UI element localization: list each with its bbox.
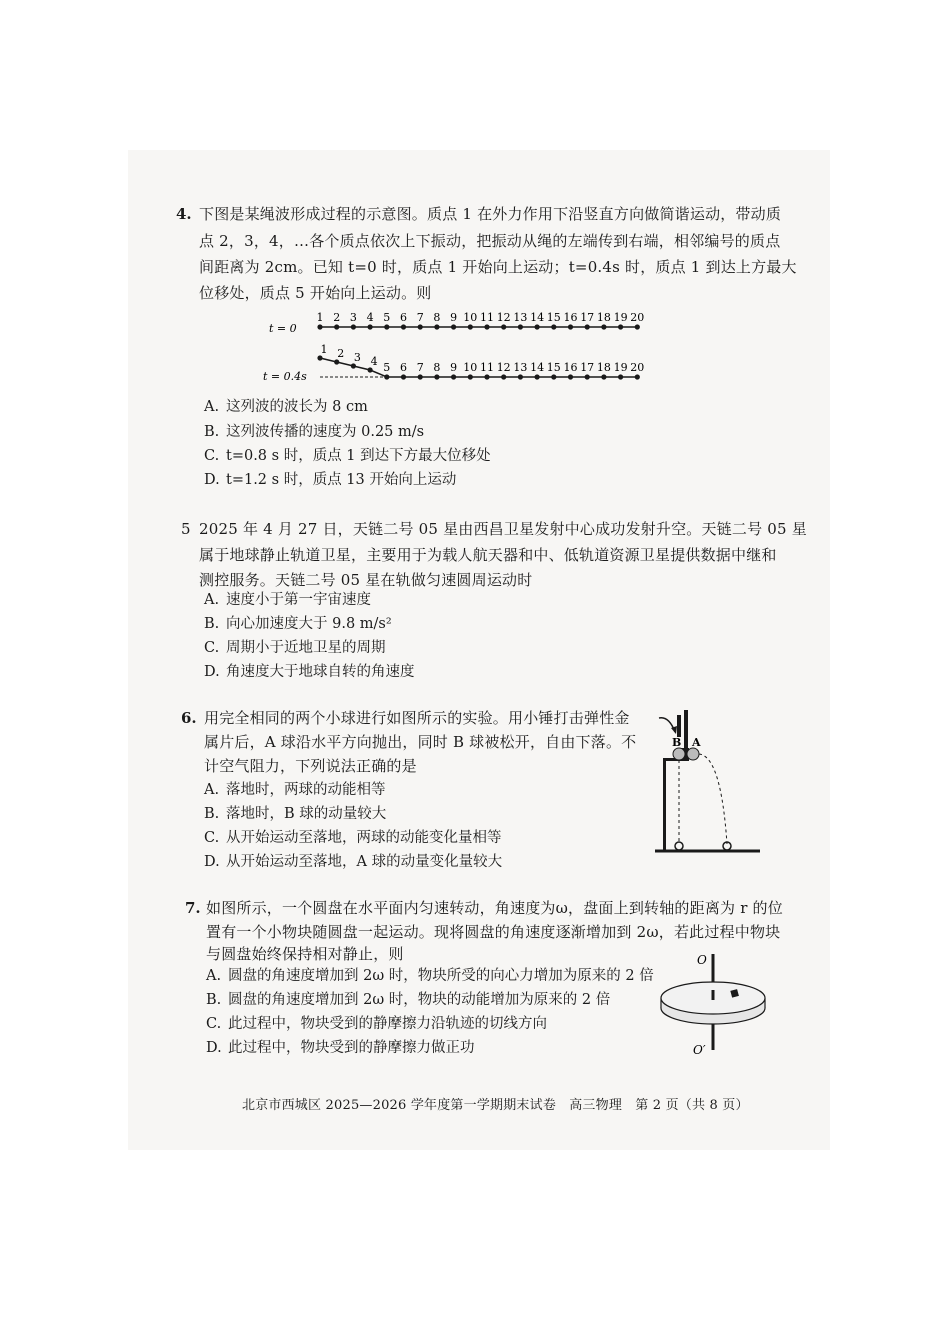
- particle-label-t04-6: 6: [400, 361, 407, 374]
- particle-label-t0-2: 2: [333, 311, 341, 324]
- t04-label: t = 0.4s: [263, 370, 307, 383]
- projectile-experiment-figure: [655, 710, 765, 860]
- option-letter: D.: [204, 664, 220, 680]
- q6-option-c[interactable]: [204, 828, 502, 848]
- particle-t04-11: [484, 374, 489, 379]
- q4-option-b[interactable]: [204, 422, 424, 442]
- q7-number: 7.: [185, 899, 201, 917]
- option-letter: A.: [204, 592, 220, 608]
- particle-t0-18: [601, 324, 606, 329]
- particle-label-t0-8: 8: [433, 311, 441, 324]
- option-letter: B.: [206, 992, 222, 1008]
- q4-option-d[interactable]: [204, 470, 456, 490]
- particle-label-t04-4: 4: [370, 355, 378, 368]
- particle-t0-20: [635, 324, 640, 329]
- particle-label-t0-4: 4: [366, 311, 374, 324]
- stand-post: [663, 758, 666, 850]
- option-text: 向心加速度大于 9.8 m/s²: [226, 616, 392, 632]
- q6-text-line-3: 计空气阻力，下列说法正确的是: [204, 757, 417, 775]
- q7-option-d[interactable]: [206, 1038, 475, 1058]
- ball-a-label: A: [692, 736, 701, 749]
- q4-text-line-2: 点 2，3，4，…各个质点依次上下振动，把振动从绳的左端传到右端，相邻编号的质点: [199, 232, 781, 250]
- q7-option-b[interactable]: [206, 990, 610, 1010]
- particle-label-t04-17: 17: [580, 361, 595, 374]
- particle-t04-15: [551, 374, 556, 379]
- option-letter: B.: [204, 806, 220, 822]
- q4-number: 4.: [176, 205, 192, 223]
- q4-text-line-1: 下图是某绳波形成过程的示意图。质点 1 在外力作用下沿竖直方向做简谐运动，带动质: [199, 205, 782, 223]
- particle-label-t0-3: 3: [349, 311, 357, 324]
- particle-label-t0-17: 17: [580, 311, 595, 324]
- option-text: 从开始运动至落地，两球的动能变化量相等: [226, 830, 502, 846]
- q5-option-d[interactable]: [204, 662, 415, 682]
- option-text: 此过程中，物块受到的静摩擦力做正功: [228, 1040, 475, 1056]
- option-text: 周期小于近地卫星的周期: [226, 640, 386, 656]
- rope-wave-figure: [255, 308, 655, 388]
- particle-label-t0-16: 16: [563, 311, 578, 324]
- q6-option-d[interactable]: [204, 852, 502, 872]
- q6-option-b[interactable]: [204, 804, 386, 824]
- q5-text-line-1: 2025 年 4 月 27 日，天链二号 05 星由西昌卫星发射中心成功发射升空。天链二号 05 星: [199, 520, 807, 538]
- option-text: 从开始运动至落地，A 球的动量变化量较大: [226, 854, 503, 870]
- particle-t0-7: [418, 324, 423, 329]
- particle-t0-15: [551, 324, 556, 329]
- particle-t04-12: [501, 374, 506, 379]
- particle-t04-4: [368, 367, 373, 372]
- particle-label-t0-1: 1: [316, 311, 324, 324]
- ball-a: [687, 748, 699, 760]
- option-text: 这列波传播的速度为 0.25 m/s: [226, 424, 425, 440]
- q5-text-line-2: 属于地球静止轨道卫星，主要用于为载人航天器和中、低轨道资源卫星提供数据中继和: [199, 546, 777, 564]
- particle-t0-9: [451, 324, 456, 329]
- particle-label-t04-7: 7: [416, 361, 424, 374]
- particle-label-t0-13: 13: [513, 311, 528, 324]
- q6-option-a[interactable]: [204, 780, 386, 800]
- q5-option-b[interactable]: [204, 614, 392, 634]
- hammer-icon: [677, 715, 681, 737]
- particle-t0-16: [568, 324, 573, 329]
- page-footer: 北京市西城区 2025—2026 学年度第一学期期末试卷 高三物理 第 2 页（共 8 页）: [242, 1098, 749, 1113]
- rotating-disk-figure: [655, 950, 785, 1060]
- particle-t0-2: [334, 324, 339, 329]
- particle-t04-16: [568, 374, 573, 379]
- particle-label-t04-11: 11: [480, 361, 494, 374]
- particle-t0-1: [317, 324, 322, 329]
- option-letter: A.: [204, 399, 220, 415]
- axis-top-label: O: [697, 953, 707, 967]
- particle-t0-4: [368, 324, 373, 329]
- particle-label-t04-8: 8: [433, 361, 441, 374]
- ball-a-path: [699, 754, 727, 844]
- q4-text-line-4: 位移处，质点 5 开始向上运动。则: [199, 284, 432, 302]
- particle-t0-17: [585, 324, 590, 329]
- particle-label-t0-11: 11: [480, 311, 494, 324]
- particle-label-t0-19: 19: [613, 311, 628, 324]
- particle-t04-7: [418, 374, 423, 379]
- particle-label-t0-15: 15: [546, 311, 561, 324]
- particle-label-t0-7: 7: [416, 311, 424, 324]
- particle-t0-10: [468, 324, 473, 329]
- particle-t04-8: [434, 374, 439, 379]
- particle-t04-9: [451, 374, 456, 379]
- particle-label-t04-10: 10: [463, 361, 478, 374]
- particle-t04-19: [618, 374, 623, 379]
- particle-t04-2: [334, 359, 339, 364]
- q5-number: 5: [181, 520, 191, 538]
- particle-label-t04-13: 13: [513, 361, 528, 374]
- particle-t04-3: [351, 363, 356, 368]
- option-text: t=0.8 s 时，质点 1 到达下方最大位移处: [226, 448, 491, 464]
- particle-label-t0-6: 6: [400, 311, 407, 324]
- particle-label-t04-20: 20: [630, 361, 645, 374]
- option-text: 落地时，两球的动能相等: [226, 782, 386, 798]
- option-letter: D.: [204, 472, 220, 488]
- option-text: 此过程中，物块受到的静摩擦力沿轨迹的切线方向: [228, 1016, 547, 1032]
- particle-t0-8: [434, 324, 439, 329]
- particle-label-t0-12: 12: [496, 311, 511, 324]
- option-text: 圆盘的角速度增加到 2ω 时，物块所受的向心力增加为原来的 2 倍: [228, 968, 654, 984]
- q6-text-line-2: 属片后，A 球沿水平方向抛出，同时 B 球被松开，自由下落。不: [204, 733, 637, 751]
- option-text: 落地时，B 球的动量较大: [226, 806, 387, 822]
- option-text: 圆盘的角速度增加到 2ω 时，物块的动能增加为原来的 2 倍: [228, 992, 611, 1008]
- particle-label-t04-16: 16: [563, 361, 578, 374]
- option-text: 角速度大于地球自转的角速度: [226, 664, 415, 680]
- option-letter: D.: [204, 854, 220, 870]
- particle-t04-10: [468, 374, 473, 379]
- particle-t04-1: [317, 355, 322, 360]
- q7-text-line-2: 置有一个小物块随圆盘一起运动。现将圆盘的角速度逐渐增加到 2ω，若此过程中物块: [206, 923, 781, 941]
- q4-text-line-3: 间距离为 2cm。已知 t=0 时，质点 1 开始向上运动；t=0.4s 时，质点 1 到达上方最大: [199, 258, 797, 276]
- particle-label-t04-3: 3: [353, 351, 361, 364]
- axis-bottom-label: O′: [693, 1043, 706, 1057]
- q6-number: 6.: [181, 709, 197, 727]
- q7-text-line-3: 与圆盘始终保持相对静止，则: [206, 945, 404, 963]
- particle-label-t0-20: 20: [630, 311, 645, 324]
- particle-label-t04-18: 18: [596, 361, 611, 374]
- option-letter: C.: [204, 830, 220, 846]
- arrow-head-icon: [671, 726, 677, 734]
- particle-label-t0-18: 18: [596, 311, 611, 324]
- particle-label-t04-2: 2: [337, 347, 345, 360]
- landed-ball-b: [675, 842, 683, 850]
- particle-label-t04-5: 5: [383, 361, 391, 374]
- particle-t0-3: [351, 324, 356, 329]
- option-letter: A.: [204, 782, 220, 798]
- q4-option-a[interactable]: [204, 397, 368, 417]
- particle-t04-14: [535, 374, 540, 379]
- particle-label-t0-5: 5: [383, 311, 391, 324]
- particle-label-t0-9: 9: [450, 311, 458, 324]
- option-letter: B.: [204, 616, 220, 632]
- particle-t04-13: [518, 374, 523, 379]
- particle-t0-12: [501, 324, 506, 329]
- particle-label-t0-10: 10: [463, 311, 478, 324]
- option-text: t=1.2 s 时，质点 13 开始向上运动: [226, 472, 457, 488]
- option-text: 速度小于第一宇宙速度: [226, 592, 371, 608]
- q5-option-c[interactable]: [204, 638, 386, 658]
- particle-label-t04-1: 1: [320, 343, 328, 356]
- particle-label-t04-14: 14: [530, 361, 545, 374]
- particle-t0-5: [384, 324, 389, 329]
- particle-label-t04-9: 9: [450, 361, 458, 374]
- particle-label-t04-12: 12: [496, 361, 511, 374]
- t0-label: t = 0: [269, 322, 297, 335]
- q7-option-a[interactable]: [206, 966, 654, 986]
- option-letter: C.: [206, 1016, 222, 1032]
- q6-text-line-1: 用完全相同的两个小球进行如图所示的实验。用小锤打击弹性金: [204, 709, 630, 727]
- option-letter: B.: [204, 424, 220, 440]
- particle-t0-11: [484, 324, 489, 329]
- option-letter: C.: [204, 640, 220, 656]
- particle-t0-13: [518, 324, 523, 329]
- particle-label-t04-15: 15: [546, 361, 561, 374]
- particle-t04-20: [635, 374, 640, 379]
- q4-option-c[interactable]: [204, 446, 491, 466]
- particle-t04-17: [585, 374, 590, 379]
- ball-b: [673, 748, 685, 760]
- particle-t0-14: [535, 324, 540, 329]
- option-letter: C.: [204, 448, 220, 464]
- option-letter: A.: [206, 968, 222, 984]
- particle-label-t04-19: 19: [613, 361, 628, 374]
- particle-t04-6: [401, 374, 406, 379]
- particle-t0-19: [618, 324, 623, 329]
- q7-option-c[interactable]: [206, 1014, 547, 1034]
- particle-t04-18: [601, 374, 606, 379]
- particle-label-t0-14: 14: [530, 311, 545, 324]
- ball-b-label: B: [672, 736, 682, 749]
- q5-text-line-3: 测控服务。天链二号 05 星在轨做匀速圆周运动时: [199, 571, 533, 589]
- q5-option-a[interactable]: [204, 590, 371, 610]
- spring-plate: [684, 710, 688, 750]
- option-text: 这列波的波长为 8 cm: [226, 399, 368, 415]
- particle-t04-5: [384, 374, 389, 379]
- particle-t0-6: [401, 324, 406, 329]
- q7-text-line-1: 如图所示，一个圆盘在水平面内匀速转动，角速度为ω，盘面上到转轴的距离为 r 的位: [206, 899, 783, 917]
- option-letter: D.: [206, 1040, 222, 1056]
